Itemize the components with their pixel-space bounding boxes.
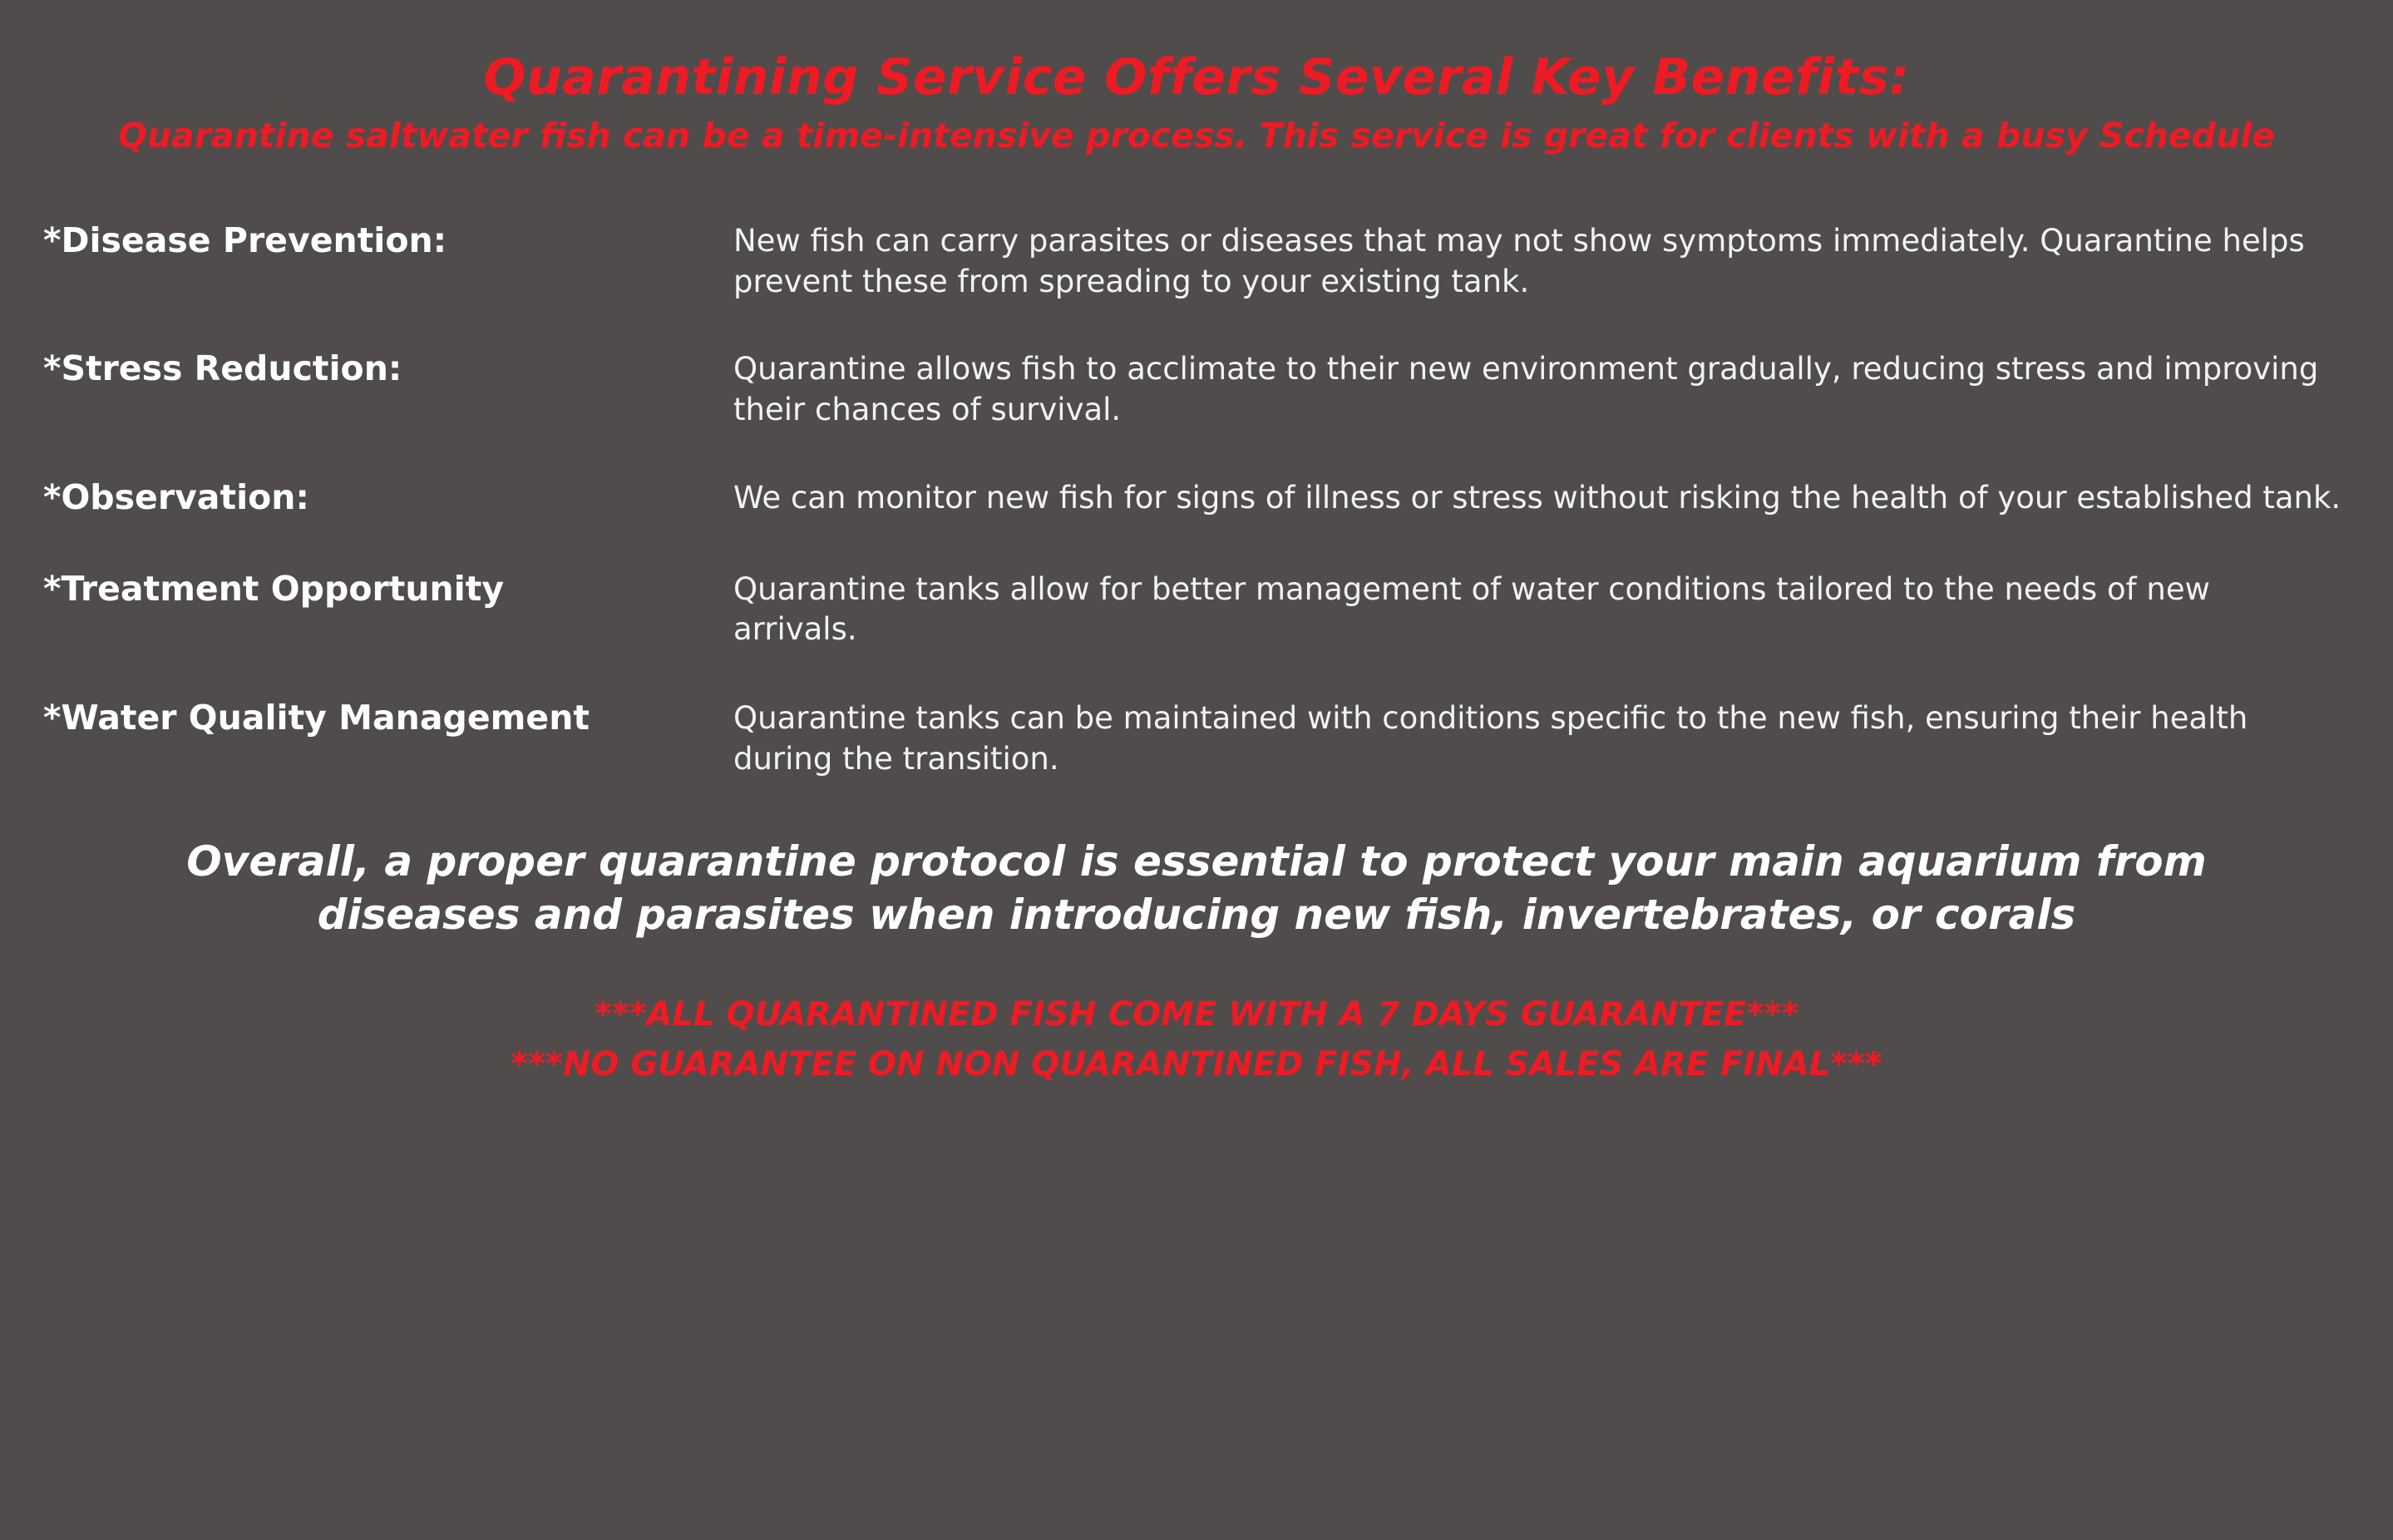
list-item: [43, 695, 2343, 780]
list-item: [43, 346, 2343, 431]
page-subtitle: Quarantine saltwater fish can be a time-intensive process. This service is great for clients with a busy Schedule: [117, 116, 2276, 155]
benefit-term: *Water Quality Management: [43, 698, 590, 738]
list-item: [43, 566, 2343, 651]
page-title: Quarantining Service Offers Several Key Benefits:: [483, 48, 1910, 106]
guarantee-line: ***NO GUARANTEE ON NON QUARANTINED FISH, ALL SALES ARE FINAL***: [511, 1044, 1882, 1083]
benefit-description: We can monitor new fish for signs of illness or stress without risking the health of your established tank.: [733, 480, 2341, 516]
benefit-description: Quarantine tanks can be maintained with conditions specific to the new fish, ensuring their health during the transition.: [733, 700, 2248, 777]
benefit-term: *Treatment Opportunity: [43, 568, 505, 609]
benefit-term: *Stress Reduction:: [43, 348, 402, 388]
guarantee-notices: [0, 990, 2393, 1089]
summary-text: Overall, a proper quarantine protocol is essential to protect your main aquarium from diseases and parasites when introducing new fish, invertebrates, or corals: [186, 837, 2207, 939]
benefit-description: Quarantine allows fish to acclimate to their new environment gradually, reducing stress and improving their chances of survival.: [733, 350, 2319, 427]
benefit-term: *Disease Prevention:: [43, 220, 447, 261]
list-item: [43, 220, 2343, 303]
benefit-description: Quarantine tanks allow for better management of water conditions tailored to the needs of new arrivals.: [733, 570, 2210, 648]
benefits-list: [0, 220, 2393, 780]
list-item: [43, 475, 2343, 519]
guarantee-line: ***ALL QUARANTINED FISH COME WITH A 7 DAYS GUARANTEE***: [594, 995, 1799, 1034]
benefit-term: *Observation:: [43, 477, 309, 518]
benefit-description: New fish can carry parasites or diseases that may not show symptoms immediately. Quarantine helps prevent these from spreading to your existing tank.: [733, 223, 2305, 299]
